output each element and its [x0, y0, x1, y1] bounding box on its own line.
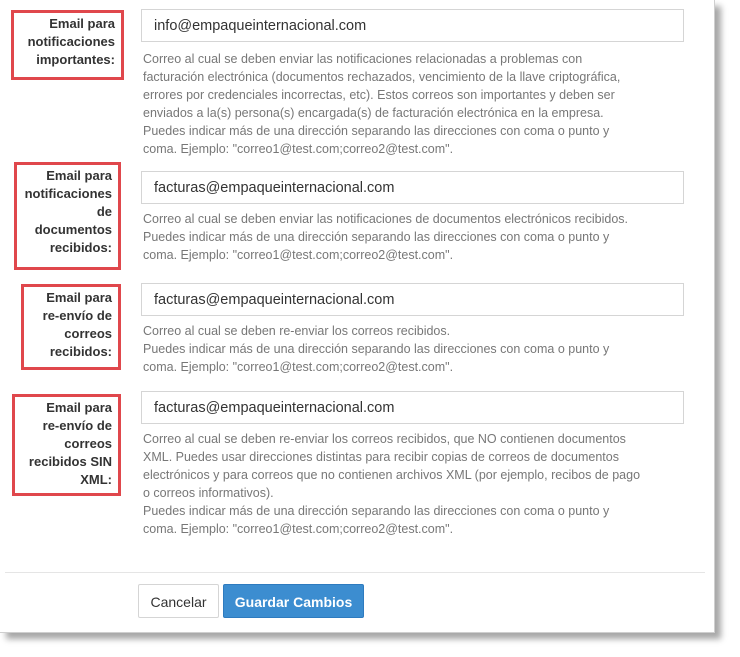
help-line: Puedes indicar más de una dirección separando las direcciones con coma o punto y	[143, 230, 610, 244]
received-documents-email-input[interactable]	[141, 171, 684, 204]
help-line: facturación electrónica (documentos rechazados, vencimiento de la llave criptográfica,	[143, 70, 621, 84]
label-line: notificaciones	[27, 34, 115, 49]
label-line: de	[96, 204, 112, 219]
help-line: Puedes indicar más de una dirección separando las direcciones con coma o punto y	[143, 342, 610, 356]
help-line: o correos informativos).	[143, 486, 274, 500]
cancel-button[interactable]: Cancelar	[138, 584, 219, 618]
label-line: Email para	[49, 16, 115, 31]
forward-without-xml-help	[143, 430, 688, 538]
forward-received-help	[143, 322, 688, 376]
label-line: recibidos:	[49, 240, 112, 255]
help-line: Correo al cual se deben enviar las notificaciones relacionadas a problemas con	[143, 52, 583, 66]
label-line: recibidos SIN	[28, 454, 112, 469]
help-line: coma. Ejemplo: "correo1@test.com;correo2@test.com".	[143, 522, 454, 536]
footer-divider	[5, 572, 705, 573]
help-line: XML. Puedes usar direcciones distintas para recibir copias de correos de documentos	[143, 450, 619, 464]
label-line: documentos	[34, 222, 112, 237]
label-line: recibidos:	[49, 344, 112, 359]
help-line: Puedes indicar más de una dirección separando las direcciones con coma o punto y	[143, 504, 610, 518]
label-line: re-envío de	[42, 308, 112, 323]
help-line: electrónicos y para correos que no contienen archivos XML (por ejemplo, recibos de pago	[143, 468, 641, 482]
label-line: correos	[64, 326, 112, 341]
help-line: coma. Ejemplo: "correo1@test.com;correo2@test.com".	[143, 360, 454, 374]
help-line: enviados a la(s) persona(s) encargada(s) de facturación electrónica en la empresa.	[143, 106, 604, 120]
label-line: notificaciones	[24, 186, 112, 201]
important-notifications-email-input[interactable]	[141, 9, 684, 42]
forward-without-xml-email-input[interactable]	[141, 391, 684, 424]
label-forward-received-without-xml	[12, 394, 121, 496]
help-line: Correo al cual se deben re-enviar los correos recibidos.	[143, 324, 451, 338]
label-line: XML:	[80, 472, 112, 487]
help-line: Puedes indicar más de una dirección separando las direcciones con coma o punto y	[143, 124, 610, 138]
label-line: re-envío de	[42, 418, 112, 433]
label-line: Email para	[46, 290, 112, 305]
label-line: Email para	[46, 400, 112, 415]
label-line: Email para	[46, 168, 112, 183]
label-forward-received-emails	[21, 284, 121, 370]
help-line: Correo al cual se deben enviar las notificaciones de documentos electrónicos recibidos.	[143, 212, 628, 226]
label-line: correos	[64, 436, 112, 451]
help-line: Correo al cual se deben re-enviar los correos recibidos, que NO contienen documentos	[143, 432, 626, 446]
save-changes-button[interactable]: Guardar Cambios	[223, 584, 364, 618]
received-documents-help	[143, 210, 688, 264]
important-notifications-help	[143, 50, 688, 158]
help-line: coma. Ejemplo: "correo1@test.com;correo2@test.com".	[143, 142, 454, 156]
label-line: importantes:	[36, 52, 115, 67]
help-line: errores por credenciales incorrectas, etc). Estos correos son importantes y deben ser	[143, 88, 615, 102]
label-received-documents-notifications	[14, 162, 121, 270]
forward-received-email-input[interactable]	[141, 283, 684, 316]
label-important-notifications	[11, 10, 124, 80]
help-line: coma. Ejemplo: "correo1@test.com;correo2@test.com".	[143, 248, 454, 262]
